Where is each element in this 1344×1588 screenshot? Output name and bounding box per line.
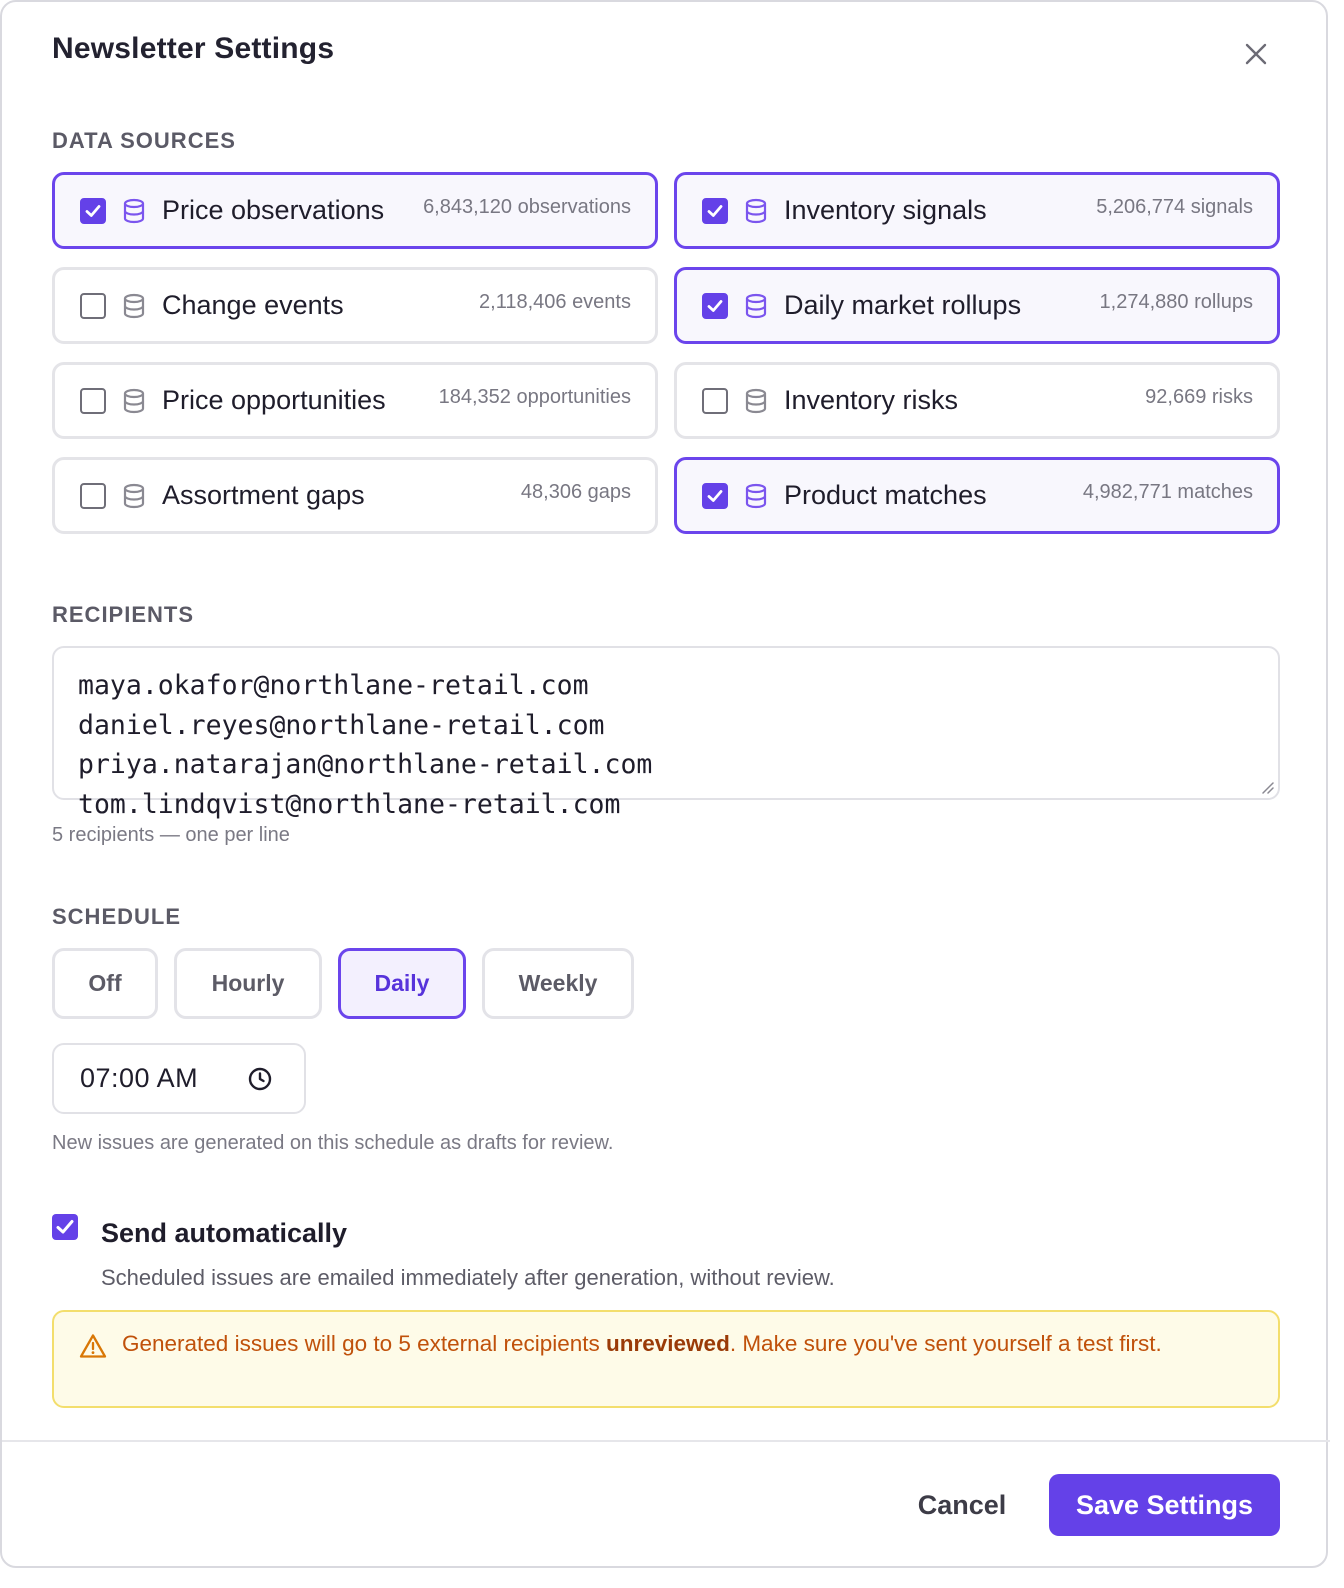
warning-message <box>122 1328 1242 1359</box>
source-count: 92,669 risks <box>1145 386 1253 408</box>
schedule-option-off[interactable]: Off <box>52 948 158 1019</box>
close-button[interactable] <box>1238 36 1274 72</box>
send-automatically-label: Send automatically <box>101 1218 348 1248</box>
source-card-assortment-gaps[interactable] <box>52 457 658 534</box>
close-icon <box>1244 42 1268 66</box>
database-icon <box>744 483 768 509</box>
source-count: 184,352 opportunities <box>438 386 631 408</box>
source-checkbox[interactable] <box>80 388 106 414</box>
source-card-change-events[interactable] <box>52 267 658 344</box>
source-name: Change events <box>162 290 344 320</box>
schedule-option-weekly[interactable]: Weekly <box>482 948 634 1019</box>
source-name: Daily market rollups <box>784 290 1022 320</box>
source-count: 2,118,406 events <box>479 291 631 313</box>
source-count: 6,843,120 observations <box>423 196 631 218</box>
dialog-title: Newsletter Settings <box>52 32 335 65</box>
source-name: Inventory risks <box>784 385 959 415</box>
database-icon <box>744 293 768 319</box>
source-checkbox[interactable] <box>80 293 106 319</box>
source-name: Inventory signals <box>784 195 987 225</box>
source-card-price-opportunities[interactable] <box>52 362 658 439</box>
send-automatically-description: Scheduled issues are emailed immediately after generation, without review. <box>101 1265 835 1290</box>
schedule-time-value: 07:00 AM <box>80 1063 199 1093</box>
source-checkbox[interactable] <box>702 483 728 509</box>
data-sources-label: DATA SOURCES <box>52 128 236 153</box>
schedule-option-daily[interactable]: Daily <box>338 948 466 1019</box>
warning-icon <box>79 1333 107 1359</box>
database-icon <box>122 293 146 319</box>
source-card-price-observations[interactable] <box>52 172 658 249</box>
database-icon <box>122 198 146 224</box>
data-sources-grid <box>52 172 1280 534</box>
recipients-label: RECIPIENTS <box>52 602 195 627</box>
recipients-value: maya.okafor@northlane-retail.com daniel.reyes@northlane-retail.com priya.natarajan@northlane-retail.com tom.lindqvist@northlane-retail.com <box>78 670 653 820</box>
source-count: 48,306 gaps <box>520 481 631 503</box>
resize-grip-icon[interactable] <box>1260 780 1274 794</box>
source-card-inventory-risks[interactable] <box>674 362 1280 439</box>
source-name: Product matches <box>784 480 987 510</box>
source-card-product-matches[interactable] <box>674 457 1280 534</box>
source-checkbox[interactable] <box>702 388 728 414</box>
footer-divider <box>2 1440 1330 1442</box>
database-icon <box>744 388 768 414</box>
warning-text-start: Generated issues will go to 5 external recipients <box>122 1331 607 1356</box>
source-count: 1,274,880 rollups <box>1099 291 1253 313</box>
source-checkbox[interactable] <box>80 483 106 509</box>
cancel-button[interactable]: Cancel <box>917 1489 1007 1520</box>
schedule-option-hourly[interactable]: Hourly <box>174 948 322 1019</box>
database-icon <box>744 198 768 224</box>
source-name: Price observations <box>162 195 385 225</box>
source-checkbox[interactable] <box>702 198 728 224</box>
warning-text-end: . Make sure you've sent yourself a test first. <box>729 1331 1162 1356</box>
save-settings-button[interactable]: Save Settings <box>1049 1474 1280 1536</box>
clock-icon[interactable] <box>247 1066 273 1092</box>
warning-banner <box>52 1310 1280 1408</box>
database-icon <box>122 483 146 509</box>
source-checkbox[interactable] <box>80 198 106 224</box>
source-checkbox[interactable] <box>702 293 728 319</box>
source-count: 5,206,774 signals <box>1096 196 1253 218</box>
source-name: Assortment gaps <box>162 480 365 510</box>
warning-emphasis: unreviewed <box>606 1331 730 1356</box>
schedule-helper: New issues are generated on this schedule as drafts for review. <box>52 1132 614 1154</box>
recipients-textarea[interactable] <box>52 646 1280 820</box>
schedule-label: SCHEDULE <box>52 904 182 929</box>
schedule-time-input[interactable] <box>52 1043 306 1114</box>
source-name: Price opportunities <box>162 385 386 415</box>
source-count: 4,982,771 matches <box>1082 481 1253 503</box>
database-icon <box>122 388 146 414</box>
send-automatically-checkbox[interactable] <box>52 1214 78 1240</box>
source-card-inventory-signals[interactable] <box>674 172 1280 249</box>
source-card-daily-market-rollups[interactable] <box>674 267 1280 344</box>
recipients-helper: 5 recipients — one per line <box>52 824 290 846</box>
